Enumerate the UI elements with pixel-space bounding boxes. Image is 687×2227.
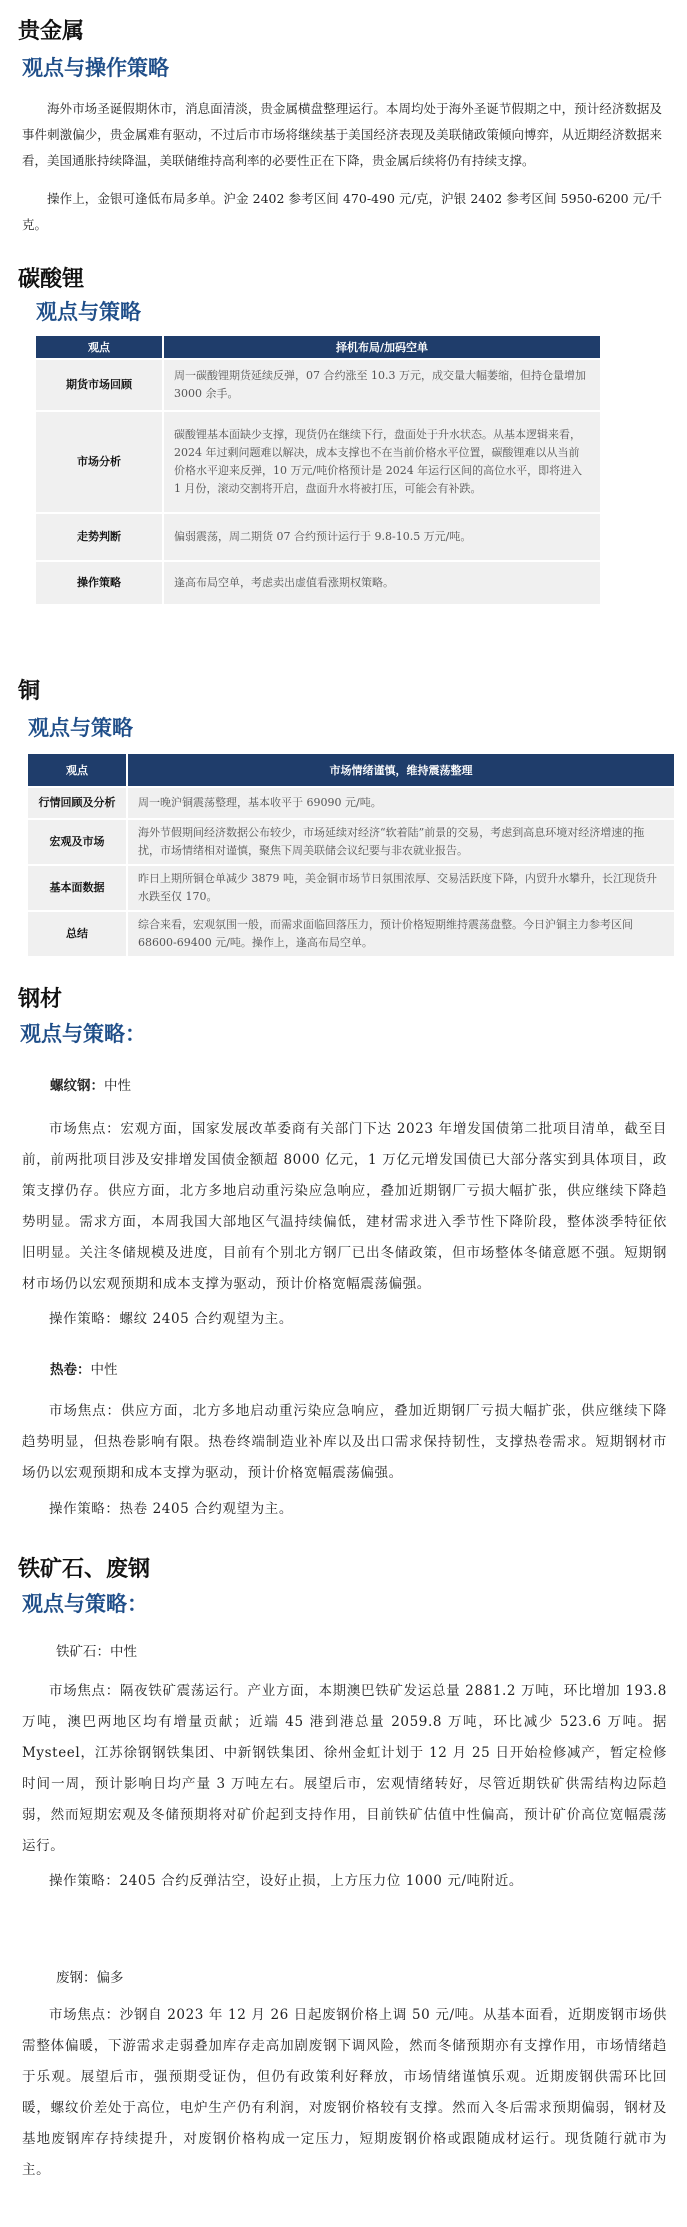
rebar-view-line	[50, 1074, 131, 1094]
rebar-label: 螺纹钢：	[50, 1078, 104, 1094]
copper-table-header	[28, 754, 674, 786]
table-row	[28, 820, 674, 864]
lithium-table-header	[36, 336, 600, 358]
steel-subtitle: 观点与策略：	[20, 1022, 146, 1046]
iron-ore-focus: 市场焦点：隔夜铁矿震荡运行。产业方面，本期澳巴铁矿发运总量 2881.2 万吨，环比增加 193.8 万吨，澳巴两地区均有增量贡献；近端 45 港到港总量 2059.8 万吨，环比减少 523.6 万吨。据 Mysteel，江苏徐钢钢铁集团、中新钢铁集团、徐州金虹计划于 12 月 25 日开始检修减产，暂定检修时间一周，预计影响日均产量 3 万吨左右。展望后市，宏观情绪转好，尽管近期铁矿供需结构边际趋弱，然而短期宏观及冬储预期将对矿价起到支持作用，目前铁矿估值中性偏高，预计矿价高位宽幅震荡运行。	[22, 1683, 667, 1854]
row-label: 期货市场回顾	[36, 360, 162, 410]
scrap-view: 废钢：偏多	[56, 1970, 124, 1986]
table-row	[28, 788, 674, 818]
precious-metals-paragraph: 海外市场圣诞假期休市，消息面清淡，贵金属横盘整理运行。本周均处于海外圣诞节假期之中，预计经济数据及事件刺激偏少，贵金属难有驱动，不过后市市场将继续基于美国经济表现及美联储政策倾向博弈，从近期经济数据来看，美国通胀持续降温，美联储维持高利率的必要性正在下降，贵金属后续将仍有持续支撑。	[22, 101, 662, 168]
copper-title: 铜	[18, 679, 41, 704]
row-label: 行情回顾及分析	[28, 788, 126, 818]
lithium-table	[34, 334, 602, 606]
lithium-subtitle: 观点与策略	[36, 300, 141, 324]
row-text: 综合来看，宏观氛围一般，而需求面临回落压力，预计价格短期维持震荡盘整。今日沪铜主力参考区间 68600-69400 元/吨。操作上，逢高布局空单。	[128, 912, 674, 956]
row-label: 总结	[28, 912, 126, 956]
copper-header-view: 观点	[28, 754, 126, 786]
steel-title: 钢材	[18, 987, 63, 1012]
hot-coil-focus: 市场焦点：供应方面，北方多地启动重污染应急响应，叠加近期钢厂亏损大幅扩张，供应继续下降趋势明显，但热卷影响有限。热卷终端制造业补库以及出口需求保持韧性，支撑热卷需求。短期钢材市场仍以宏观预期和成本支撑为驱动，预计价格宽幅震荡偏强。	[22, 1403, 667, 1481]
row-label: 操作策略	[36, 562, 162, 604]
precious-metals-title: 贵金属	[18, 19, 85, 44]
rebar-strategy: 操作策略：螺纹 2405 合约观望为主。	[49, 1311, 293, 1327]
copper-table	[26, 752, 676, 958]
hot-coil-label: 热卷：	[50, 1362, 91, 1378]
table-row	[36, 562, 600, 604]
row-label: 基本面数据	[28, 866, 126, 910]
table-row	[36, 514, 600, 560]
scrap-focus: 市场焦点：沙钢自 2023 年 12 月 26 日起废钢价格上调 50 元/吨。从基本面看，近期废钢市场供需整体偏暖，下游需求走弱叠加库存走高加剧废钢下调风险，然而冬储预期亦有支撑作用，市场情绪趋于乐观。展望后市，强预期受证伪，但仍有政策利好释放，市场情绪谨慎乐观。近期废钢供需环比回暖，螺纹价差处于高位，电炉生产仍有利润，对废钢价格较有支撑。然而入冬后需求预期偏弱，钢材及基地废钢库存持续提升，对废钢价格构成一定压力，短期废钢价格或跟随成材运行。现货随行就市为主。	[22, 2007, 667, 2178]
iron-ore-view: 铁矿石：中性	[56, 1644, 137, 1660]
hot-coil-strategy: 操作策略：热卷 2405 合约观望为主。	[49, 1501, 293, 1517]
rebar-view: 中性	[104, 1078, 131, 1094]
lithium-carbonate-title: 碳酸锂	[18, 267, 85, 292]
row-text: 周一晚沪铜震荡整理，基本收平于 69090 元/吨。	[128, 788, 674, 818]
hot-coil-view-line	[50, 1358, 118, 1378]
table-row	[28, 912, 674, 956]
iron-ore-scrap-title: 铁矿石、废钢	[18, 1557, 151, 1582]
lithium-header-view: 观点	[36, 336, 162, 358]
copper-subtitle: 观点与策略	[28, 716, 133, 740]
row-label: 宏观及市场	[28, 820, 126, 864]
table-row	[36, 412, 600, 512]
table-row	[28, 866, 674, 910]
hot-coil-view: 中性	[90, 1362, 118, 1378]
lithium-header-strategy: 择机布局/加码空单	[164, 336, 600, 358]
row-text: 碳酸锂基本面缺少支撑，现货仍在继续下行，盘面处于升水状态。从基本逻辑来看，2024 年过剩问题难以解决，成本支撑也不在当前价格水平位置，碳酸锂难以从当前价格水平迎来反弹，10 万元/吨价格预计是 2024 年运行区间的高位水平，即将进入 1 月份，滚动交割将开启，盘面升水将被打压，可能会有补跌。	[164, 412, 600, 512]
row-label: 走势判断	[36, 514, 162, 560]
iron-ore-subtitle: 观点与策略：	[22, 1592, 148, 1616]
table-row	[36, 360, 600, 410]
row-text: 昨日上期所铜仓单减少 3879 吨，美金铜市场节日氛围浓厚、交易活跃度下降，内贸升水攀升，长江现货升水跌至仅 170。	[128, 866, 674, 910]
row-text: 偏弱震荡，周二期货 07 合约预计运行于 9.8-10.5 万元/吨。	[164, 514, 600, 560]
iron-ore-strategy: 操作策略：2405 合约反弹沽空，设好止损，上方压力位 1000 元/吨附近。	[49, 1873, 524, 1889]
precious-metals-subtitle: 观点与操作策略	[22, 56, 169, 80]
copper-header-strategy: 市场情绪谨慎，维持震荡整理	[128, 754, 674, 786]
row-label: 市场分析	[36, 412, 162, 512]
row-text: 逢高布局空单，考虑卖出虚值看涨期权策略。	[164, 562, 600, 604]
row-text: 周一碳酸锂期货延续反弹，07 合约涨至 10.3 万元，成交量大幅萎缩，但持仓量增加 3000 余手。	[164, 360, 600, 410]
rebar-focus: 市场焦点：宏观方面，国家发展改革委商有关部门下达 2023 年增发国债第二批项目清单，截至目前，前两批项目涉及安排增发国债金额超 8000 亿元，1 万亿元增发国债已大部分落实到具体项目，政策支撑仍存。供应方面，北方多地启动重污染应急响应，叠加近期钢厂亏损大幅扩张，供应继续下降趋势明显。需求方面，本周我国大部地区气温持续偏低，建材需求进入季节性下降阶段，整体淡季特征依旧明显。关注冬储规模及进度，目前有个别北方钢厂已出冬储政策，但市场整体冬储意愿不强。短期钢材市场仍以宏观预期和成本支撑为驱动，预计价格宽幅震荡偏强。	[22, 1121, 667, 1292]
precious-metals-operation: 操作上，金银可逢低布局多单。沪金 2402 参考区间 470-490 元/克，沪银 2402 参考区间 5950-6200 元/千克。	[22, 191, 662, 232]
row-text: 海外节假期间经济数据公布较少，市场延续对经济“软着陆”前景的交易，考虑到高息环境对经济增速的拖扰，市场情绪相对谨慎，聚焦下周美联储会议纪要与非农就业报告。	[128, 820, 674, 864]
